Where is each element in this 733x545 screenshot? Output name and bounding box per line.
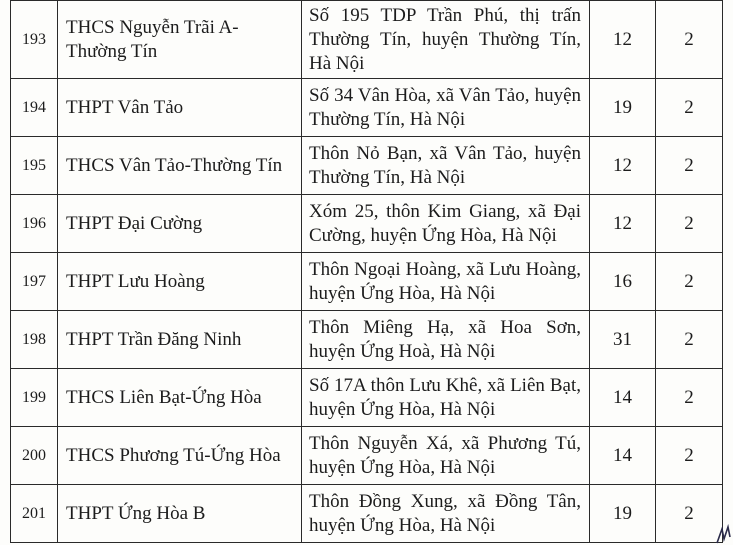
row-number: 195: [11, 137, 58, 195]
table-row: [11, 195, 723, 253]
count-cell: 14: [590, 369, 656, 427]
school-name: THCS Vân Tảo-Thường Tín: [58, 137, 302, 195]
count-cell: 19: [590, 485, 656, 543]
row-number: 200: [11, 427, 58, 485]
count-cell-2: 2: [656, 1, 723, 79]
table-row: [11, 137, 723, 195]
count-cell: 31: [590, 311, 656, 369]
count-cell-2: 2: [656, 311, 723, 369]
table-row: [11, 79, 723, 137]
count-cell: 19: [590, 79, 656, 137]
pen-mark-icon: [715, 523, 733, 545]
school-address: Số 34 Vân Hòa, xã Vân Tảo, huyện Thường Tín, Hà Nội: [302, 79, 590, 137]
school-name: THPT Lưu Hoàng: [58, 253, 302, 311]
row-number: 199: [11, 369, 58, 427]
school-address: Thôn Đồng Xung, xã Đồng Tân, huyện Ứng Hòa, Hà Nội: [302, 485, 590, 543]
table-row: [11, 253, 723, 311]
table-row: [11, 311, 723, 369]
school-name: THCS Phương Tú-Ứng Hòa: [58, 427, 302, 485]
row-number: 193: [11, 1, 58, 79]
count-cell-2: 2: [656, 253, 723, 311]
count-cell-2: 2: [656, 79, 723, 137]
school-name: THPT Đại Cường: [58, 195, 302, 253]
school-name: THPT Ứng Hòa B: [58, 485, 302, 543]
school-address: Thôn Nỏ Bạn, xã Vân Tảo, huyện Thường Tín, Hà Nội: [302, 137, 590, 195]
count-cell: 16: [590, 253, 656, 311]
school-address: Thôn Miêng Hạ, xã Hoa Sơn, huyện Ứng Hoà, Hà Nội: [302, 311, 590, 369]
school-table: [10, 0, 723, 543]
table-row: [11, 369, 723, 427]
count-cell-2: 2: [656, 195, 723, 253]
school-address: Số 17A thôn Lưu Khê, xã Liên Bạt, huyện Ứng Hòa, Hà Nội: [302, 369, 590, 427]
table-row: [11, 1, 723, 79]
row-number: 197: [11, 253, 58, 311]
count-cell: 12: [590, 1, 656, 79]
school-address: Thôn Ngoại Hoàng, xã Lưu Hoàng, huyện Ứng Hòa, Hà Nội: [302, 253, 590, 311]
row-number: 201: [11, 485, 58, 543]
count-cell-2: 2: [656, 485, 723, 543]
count-cell: 14: [590, 427, 656, 485]
count-cell-2: 2: [656, 369, 723, 427]
school-address: Xóm 25, thôn Kim Giang, xã Đại Cường, huyện Ứng Hòa, Hà Nội: [302, 195, 590, 253]
school-name: THCS Liên Bạt-Ứng Hòa: [58, 369, 302, 427]
school-address: Số 195 TDP Trần Phú, thị trấn Thường Tín, huyện Thường Tín, Hà Nội: [302, 1, 590, 79]
school-name: THPT Trần Đăng Ninh: [58, 311, 302, 369]
count-cell: 12: [590, 137, 656, 195]
row-number: 194: [11, 79, 58, 137]
table-row: [11, 485, 723, 543]
row-number: 196: [11, 195, 58, 253]
count-cell-2: 2: [656, 137, 723, 195]
row-number: 198: [11, 311, 58, 369]
count-cell-2: 2: [656, 427, 723, 485]
table-row: [11, 427, 723, 485]
school-address: Thôn Nguyễn Xá, xã Phương Tú, huyện Ứng Hòa, Hà Nội: [302, 427, 590, 485]
count-cell: 12: [590, 195, 656, 253]
school-name: THPT Vân Tảo: [58, 79, 302, 137]
school-name: THCS Nguyễn Trãi A-Thường Tín: [58, 1, 302, 79]
